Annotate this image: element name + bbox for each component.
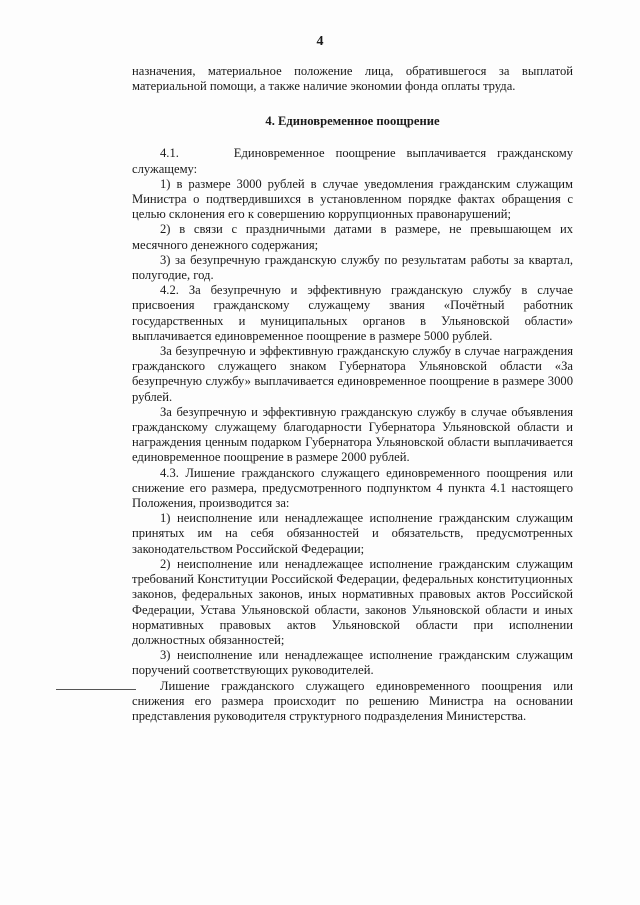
paragraph-4-2-gratitude: За безупречную и эффективную гражданскую службу в случае объявления гражданскому служащему благодарности Губернатора Ульяновской области и награждения ценным подарком Губернатора Ульяновской области выплачивается единовременное поощрение в размере 2000 рублей. xyxy=(132,404,573,465)
paragraph-4-3: 4.3. Лишение гражданского служащего единовременного поощрения или снижение его размера, предусмотренного подпунктом 4 пункта 4.1 настоящего Положения, производится за: xyxy=(132,465,573,511)
footer-rule xyxy=(56,689,136,690)
section-title: 4. Единовременное поощрение xyxy=(265,114,440,129)
lead-paragraph: назначения, материальное положение лица, обратившегося за выплатой материальной помощи, а также наличие экономии фонда оплаты труда. xyxy=(132,64,573,94)
paragraph-4-3-item-2: 2) неисполнение или ненадлежащее исполнение гражданским служащим требований Конституции Российской Федерации, федеральных конституционных законов, федеральных законов, иных нормативных правовых актов Российской Федерации, Устава Ульяновской области, законов Ульяновской области и иных нормативных правовых актов Ульяновской области при исполнении должностных обязанностей; xyxy=(132,556,573,647)
paragraph-4-2: 4.2. За безупречную и эффективную гражданскую службу в случае присвоения гражданскому служащему звания «Почётный работник государственных и муниципальных органов в Ульяновской области» выплачивается единовременное поощрение в размере 5000 рублей. xyxy=(132,283,573,343)
paragraph-4-1-item-3: 3) за безупречную гражданскую службу по результатам работы за квартал, полугодие, год. xyxy=(132,252,573,283)
paragraph-4-3-decision: Лишение гражданского служащего единовременного поощрения или снижения его размера происходит по решению Министра на основании представления руководителя структурного подразделения Министерства. xyxy=(132,678,573,723)
document-body xyxy=(132,64,573,724)
paragraph-4-3-item-1: 1) неисполнение или ненадлежащее исполнение гражданским служащим принятых им на себя обязанностей и обязательств, предусмотренных законодательством Российской Федерации; xyxy=(132,511,573,556)
paragraph-4-2-badge: За безупречную и эффективную гражданскую службу в случае награждения гражданского служащего знаком Губернатора Ульяновской области «За безупречную службу» выплачивается единовременное поощрение в размере 3000 рублей. xyxy=(132,344,573,404)
page-number: 4 xyxy=(316,34,324,49)
paragraph-4-1-item-2: 2) в связи с праздничными датами в размере, не превышающем их месячного денежного содержания; xyxy=(132,222,573,252)
paragraph-4-1: 4.1. Единовременное поощрение выплачивается гражданскому служащему: xyxy=(132,146,573,176)
paragraph-4-3-item-3: 3) неисполнение или ненадлежащее исполнение гражданским служащим поручений соответствующих руководителей. xyxy=(132,648,573,678)
paragraph-4-1-item-1: 1) в размере 3000 рублей в случае уведомления гражданским служащим Министра о подтвердившихся в установленном порядке фактах обращения с целью склонения его к совершению коррупционных правонарушений; xyxy=(132,176,573,222)
